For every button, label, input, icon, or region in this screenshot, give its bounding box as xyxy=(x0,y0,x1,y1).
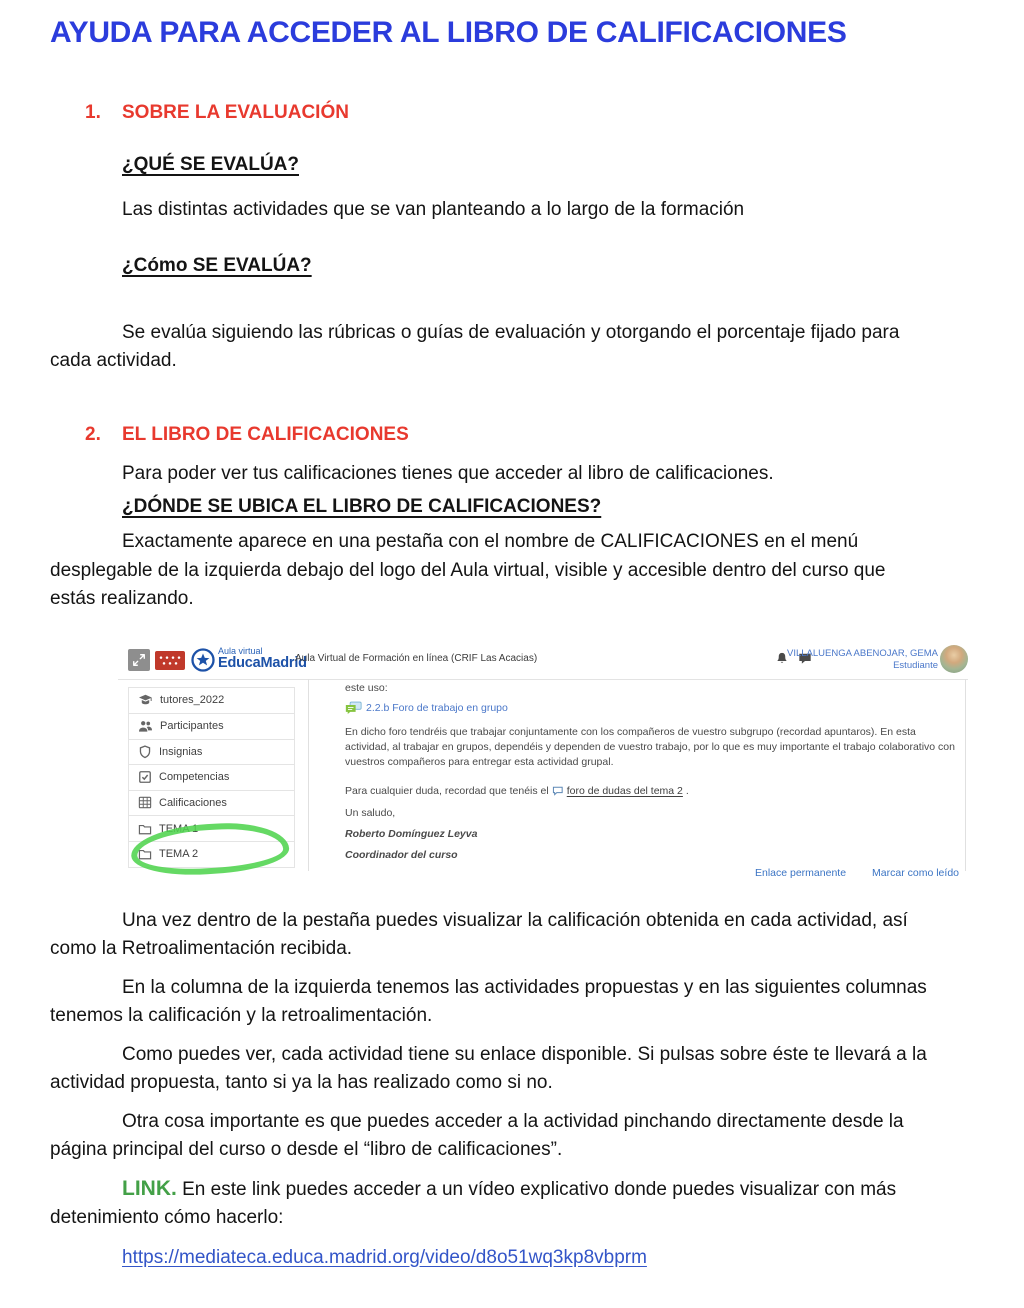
paragraph-en-la-columna: En la columna de la izquierda tenemos las actividades propuestas y en las siguientes columnas tenemos la calificación y la retroalimentación. xyxy=(50,976,927,1026)
post-paragraph: En dicho foro tendréis que trabajar conjuntamente con los compañeros de vuestro subgrupo (recordad apuntaros). En esta actividad, al trabajar en grupos, dependéis y dependen de vuestro trabajo, por lo que es muy importante el trabajo colaborativo con vuestros compañeros para entregar esta actividad grupal. xyxy=(345,725,955,768)
sidebar-item-label: tutores_2022 xyxy=(160,694,225,707)
check-square-icon xyxy=(138,770,152,784)
forum-activity-link[interactable] xyxy=(345,701,508,715)
forum-link-label: 2.2.b Foro de trabajo en grupo xyxy=(366,701,508,714)
answer-que-se-evalua: Las distintas actividades que se van planteando a lo largo de la formación xyxy=(122,199,745,220)
user-avatar[interactable] xyxy=(940,645,968,673)
sidebar-item-tema-1[interactable] xyxy=(129,815,294,841)
user-menu[interactable] xyxy=(787,648,938,672)
section-2-number: 2. xyxy=(85,423,101,445)
dudas-line xyxy=(345,785,689,797)
link-label: LINK. xyxy=(122,1176,177,1200)
dudas-suffix: . xyxy=(685,784,689,797)
paragraph-link xyxy=(50,1175,930,1233)
dudas-prefix: Para cualquier duda, recordad que tenéis el xyxy=(345,784,549,797)
course-sidebar xyxy=(128,687,295,868)
sidebar-item-label: Insignias xyxy=(159,745,203,758)
section-1-heading xyxy=(85,102,964,124)
post-signature-role: Coordinador del curso xyxy=(345,848,458,861)
post-intro-text: este uso: xyxy=(345,681,388,694)
forum-icon xyxy=(345,701,362,715)
course-title: Aula Virtual de Formación en línea (CRIF Las Acacias) xyxy=(295,652,538,664)
section-2-intro: Para poder ver tus calificaciones tienes que acceder al libro de calificaciones. xyxy=(122,462,774,484)
expand-arrows-icon xyxy=(132,653,146,667)
paragraph-como-puedes-ver: Como puedes ver, cada actividad tiene su enlace disponible. Si pulsas sobre éste te llevará a la actividad propuesta, tanto si ya la has realizado como si no. xyxy=(50,1043,927,1093)
forum-post xyxy=(345,679,965,879)
shield-icon xyxy=(138,745,152,759)
folder-icon xyxy=(138,823,152,835)
madrid-flag-logo xyxy=(155,651,185,670)
paragraph-otra-cosa: Otra cosa importante es que puedes acceder a la actividad pinchando directamente desde la página principal del curso o desde el “libro de calificaciones”. xyxy=(50,1110,904,1160)
sidebar-item-label: TEMA 1 xyxy=(159,822,199,835)
moodle-screenshot xyxy=(118,640,968,879)
answer-donde-se-ubica: Exactamente aparece en una pestaña con el nombre de CALIFICACIONES en el menú desplegable de la izquierda debajo del logo del Aula virtual, visible y accesible dentro del curso que estás realizando. xyxy=(50,531,886,609)
sidebar-item-label: Participantes xyxy=(160,720,224,733)
section-2-heading xyxy=(85,424,964,446)
video-url-link[interactable]: https://mediateca.educa.madrid.org/video/d8o51wq3kp8vbprm xyxy=(122,1246,647,1268)
sidebar-content-divider xyxy=(308,679,309,871)
sidebar-item-competencias[interactable] xyxy=(129,764,294,790)
user-role: Estudiante xyxy=(893,659,938,671)
permalink-link[interactable]: Enlace permanente xyxy=(754,866,847,879)
question-que-se-evalua: ¿QUÉ SE EVALÚA? xyxy=(122,154,299,175)
section-1-number: 1. xyxy=(85,102,101,123)
sidebar-item-calificaciones[interactable] xyxy=(129,790,294,816)
post-salutation: Un saludo, xyxy=(345,806,396,819)
users-icon xyxy=(138,720,153,732)
post-footer-links xyxy=(755,867,959,879)
sidebar-item-tutores[interactable] xyxy=(129,688,294,714)
brand-educamadrid: EducaMadrid xyxy=(218,654,307,671)
section-1-title: SOBRE LA EVALUACIÓN xyxy=(122,102,349,123)
expand-button[interactable] xyxy=(128,649,150,671)
question-donde-se-ubica: ¿DÓNDE SE UBICA EL LIBRO DE CALIFICACIONES? xyxy=(122,496,602,517)
content-right-edge xyxy=(965,679,966,871)
brand-aula-virtual: Aula virtual xyxy=(218,645,263,656)
mark-as-read-link[interactable]: Marcar como leído xyxy=(872,866,959,879)
sidebar-item-label: Calificaciones xyxy=(159,796,227,809)
table-icon xyxy=(138,796,152,809)
dudas-forum-link[interactable]: foro de dudas del tema 2 xyxy=(566,784,683,797)
post-signature: Roberto Domínguez Leyva xyxy=(345,827,478,840)
sidebar-item-label: Competencias xyxy=(159,771,230,784)
sidebar-item-tema-2[interactable] xyxy=(129,841,294,867)
page-title: AYUDA PARA ACCEDER AL LIBRO DE CALIFICACIONES xyxy=(50,16,847,49)
graduation-cap-icon xyxy=(138,694,153,707)
sidebar-item-insignias[interactable] xyxy=(129,739,294,765)
paragraph-una-vez: Una vez dentro de la pestaña puedes visualizar la calificación obtenida en cada actividad, así como la Retroalimentación recibida. xyxy=(50,909,908,959)
folder-icon xyxy=(138,848,152,860)
speech-bubble-icon xyxy=(552,786,564,796)
educamadrid-star-logo xyxy=(190,647,216,673)
section-2-title: EL LIBRO DE CALIFICACIONES xyxy=(122,423,409,445)
question-como-se-evalua: ¿Cómo SE EVALÚA? xyxy=(122,254,312,276)
user-name: VILLALUENGA ABENOJAR, GEMA xyxy=(787,647,938,659)
sidebar-item-participantes[interactable] xyxy=(129,713,294,739)
brand-block[interactable] xyxy=(218,645,307,671)
link-description: En este link puedes acceder a un vídeo explicativo donde puedes visualizar con más detenimiento cómo hacerlo: xyxy=(50,1178,897,1228)
sidebar-item-label: TEMA 2 xyxy=(159,848,199,861)
answer-como-se-evalua: Se evalúa siguiendo las rúbricas o guías de evaluación y otorgando el porcentaje fijado para cada actividad. xyxy=(50,321,900,371)
